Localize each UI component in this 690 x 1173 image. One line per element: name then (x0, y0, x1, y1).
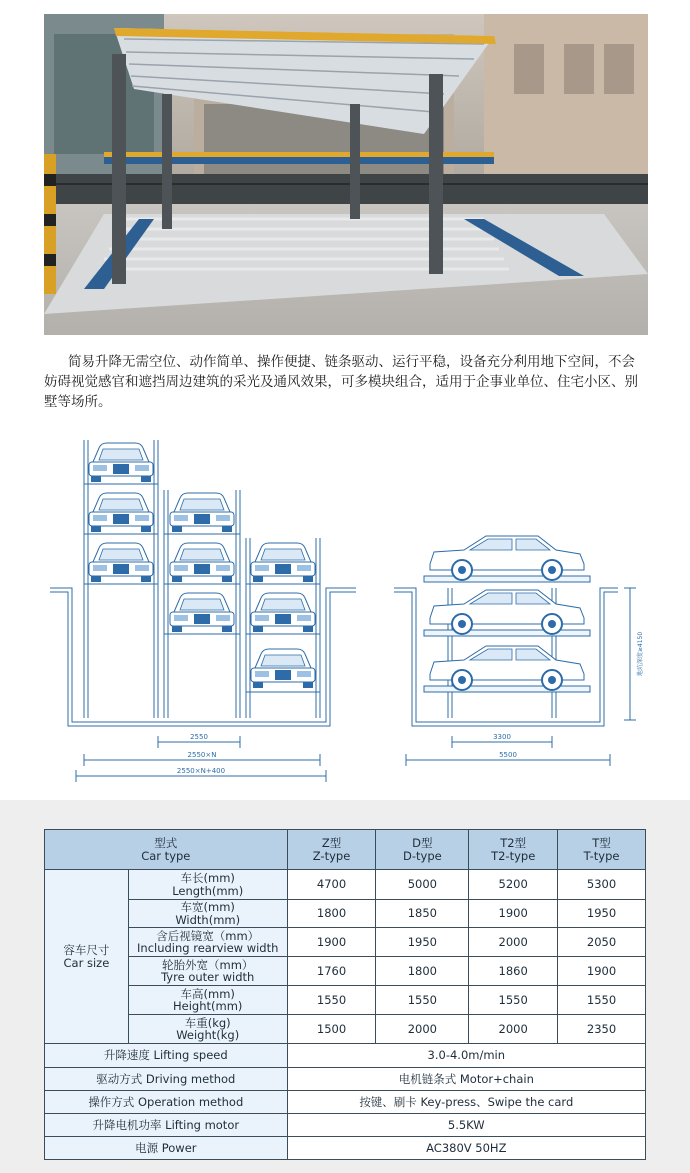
table-cell: 1950 (558, 900, 646, 928)
header-car-type: 型式 Car type (45, 830, 288, 870)
table-cell: 1500 (287, 1015, 376, 1044)
dim-total-label: 2550×N+400 (176, 767, 226, 775)
spec-operation-method-label: 操作方式 Operation method (45, 1091, 288, 1114)
table-cell: 1550 (376, 986, 469, 1015)
spec-lifting-motor-value: 5.5KW (287, 1114, 645, 1137)
dim-mid-label: 2550×N (187, 751, 217, 759)
spec-power-value: AC380V 50HZ (287, 1137, 645, 1160)
table-cell: 2050 (558, 928, 646, 957)
spec-operation-method-value: 按键、刷卡 Key-press、Swipe the card (287, 1091, 645, 1114)
table-cell: 1850 (376, 900, 469, 928)
header-z-type: Z型 Z-type (287, 830, 376, 870)
header-t2-type: T2型 T2-type (469, 830, 558, 870)
table-cell: 1550 (558, 986, 646, 1015)
row-length-label: 车长(mm) Length(mm) (128, 870, 287, 900)
dim-inner-label: 2550 (190, 733, 208, 741)
header-t-type: T型 T-type (558, 830, 646, 870)
row-tyre-label: 轮胎外宽（mm） Tyre outer width (128, 957, 287, 986)
spec-lifting-speed-value: 3.0-4.0m/min (287, 1044, 645, 1068)
table-cell: 1950 (376, 928, 469, 957)
row-weight-label: 车重(kg) Weight(kg) (128, 1015, 287, 1044)
parking-lift-photo (44, 14, 648, 335)
table-cell: 1800 (287, 900, 376, 928)
table-cell: 1860 (469, 957, 558, 986)
row-width-label: 车宽(mm) Width(mm) (128, 900, 287, 928)
table-cell: 1900 (558, 957, 646, 986)
header-d-type: D型 D-type (376, 830, 469, 870)
spec-lifting-motor-label: 升降电机功率 Lifting motor (45, 1114, 288, 1137)
table-cell: 5000 (376, 870, 469, 900)
table-cell: 1550 (287, 986, 376, 1015)
product-description: 简易升降无需空位、动作简单、操作便捷、链条驱动、运行平稳，设备充分利用地下空间，不会妨碍视觉感官和遮挡周边建筑的采光及通风效果，可多模块组合，适用于企事业单位、住宅小区、别墅等场所。 (44, 354, 638, 410)
spec-power-label: 电源 Power (45, 1137, 288, 1160)
table-cell: 2000 (469, 928, 558, 957)
table-cell: 2000 (469, 1015, 558, 1044)
spec-table (44, 829, 646, 1160)
lift-technical-diagram (44, 430, 648, 790)
dim-side-total-label: 5500 (499, 751, 517, 759)
table-cell: 1800 (376, 957, 469, 986)
dim-height-label: 地坑深度≥4150 (637, 631, 644, 677)
dim-side-inner-label: 3300 (493, 733, 511, 741)
table-cell: 2350 (558, 1015, 646, 1044)
car-size-label: 容车尺寸 Car size (45, 870, 129, 1044)
table-cell: 1550 (469, 986, 558, 1015)
table-cell: 1900 (469, 900, 558, 928)
table-cell: 4700 (287, 870, 376, 900)
table-cell: 5300 (558, 870, 646, 900)
spec-driving-method-label: 驱动方式 Driving method (45, 1068, 288, 1091)
row-rearview-label: 含后视镜宽（mm） Including rearview width (128, 928, 287, 957)
table-cell: 1900 (287, 928, 376, 957)
spec-lifting-speed-label: 升降速度 Lifting speed (45, 1044, 288, 1068)
spec-driving-method-value: 电机链条式 Motor+chain (287, 1068, 645, 1091)
table-cell: 5200 (469, 870, 558, 900)
table-cell: 2000 (376, 1015, 469, 1044)
row-height-label: 车高(mm) Height(mm) (128, 986, 287, 1015)
table-cell: 1760 (287, 957, 376, 986)
